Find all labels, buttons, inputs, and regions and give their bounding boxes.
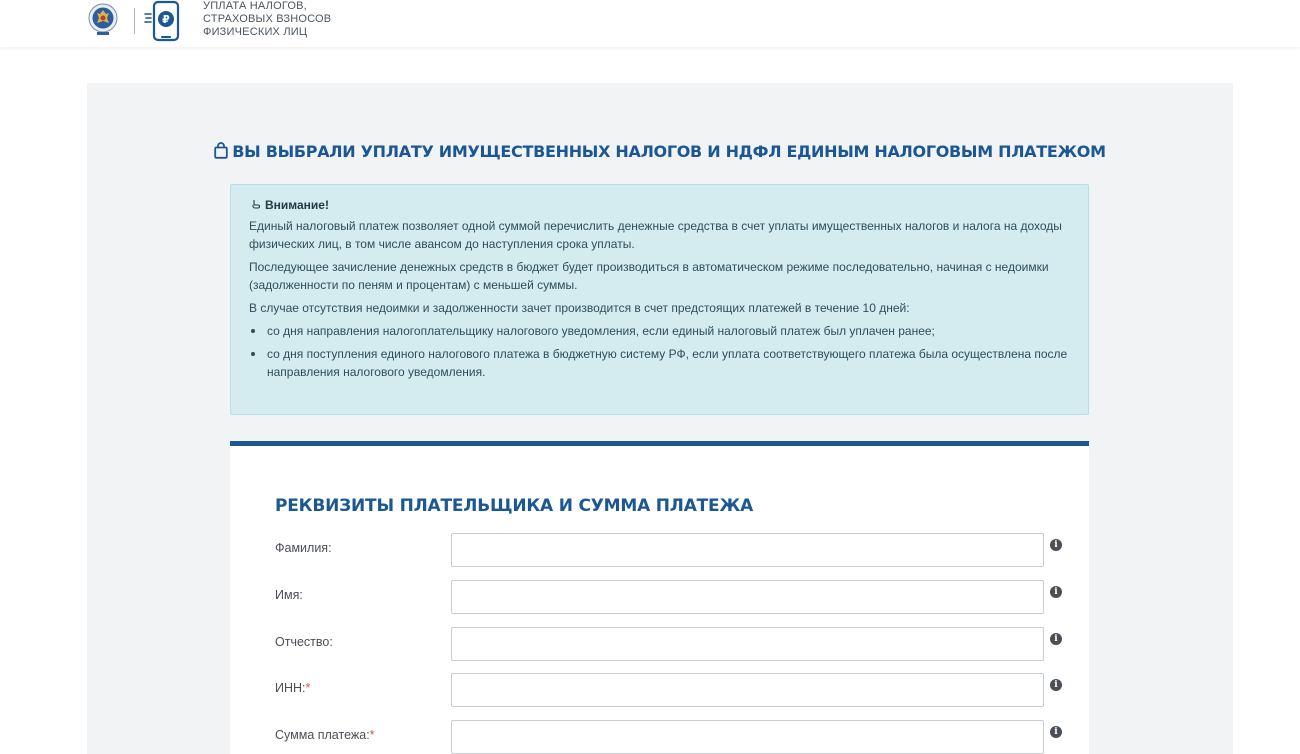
main-content [87, 83, 1233, 754]
bag-icon [214, 142, 228, 159]
required-mark: * [369, 728, 375, 742]
field-row-amount [275, 720, 1075, 754]
inn-label: ИНН:* [275, 681, 311, 695]
surname-input[interactable] [451, 533, 1044, 567]
alert-paragraph-2: Последующее зачисление денежных средств в бюджет будет производиться в автоматическом режиме последовательно, начиная с недоимки (задолженности по пеням и процентам) с меньшей суммы. [249, 260, 1049, 292]
phone-ruble-icon[interactable] [144, 0, 182, 42]
amount-input[interactable] [451, 720, 1044, 754]
alert-bullet-2: со дня поступления единого налогового платежа в бюджетную систему РФ, если уплата соответствующего платежа была осуществлена после направления налогового уведомления. [249, 345, 1070, 381]
brand-line-1: УПЛАТА НАЛОГОВ, [203, 0, 307, 12]
info-icon[interactable]: i [1050, 586, 1062, 598]
site-header [0, 0, 1300, 47]
svg-text:₽: ₽ [162, 13, 170, 26]
brand-text[interactable] [203, 0, 331, 39]
attention-alert [230, 184, 1089, 415]
info-icon[interactable]: i [1050, 633, 1062, 645]
patronymic-input[interactable] [451, 627, 1044, 661]
alert-bullet-list [249, 322, 1070, 381]
field-row-surname [275, 533, 1075, 567]
field-row-inn [275, 673, 1075, 707]
amount-label: Сумма платежа:* [275, 728, 375, 742]
info-icon[interactable]: i [1050, 726, 1062, 738]
page-title-text: ВЫ ВЫБРАЛИ УПЛАТУ ИМУЩЕСТВЕННЫХ НАЛОГОВ И НДФЛ ЕДИНЫМ НАЛОГОВЫМ ПЛАТЕЖОМ [232, 142, 1106, 161]
inn-input[interactable] [451, 673, 1044, 707]
alert-paragraph-1: Единый налоговый платеж позволяет одной суммой перечислить денежные средства в счет уплаты имущественных налогов и налога на доходы физических лиц, в том числе авансом до наступления срока уплаты. [249, 219, 1062, 251]
brand-line-3: ФИЗИЧЕСКИХ ЛИЦ [203, 26, 308, 38]
alert-heading [249, 196, 1070, 214]
name-label: Имя: [275, 588, 303, 602]
info-icon[interactable]: i [1050, 679, 1062, 691]
alert-bullet-1: со дня направления налогоплательщику налогового уведомления, если единый налоговый платеж был уплачен ранее; [249, 322, 1070, 340]
name-input[interactable] [451, 580, 1044, 614]
page-title [87, 142, 1233, 161]
info-icon[interactable]: i [1050, 539, 1062, 551]
alert-paragraph-3: В случае отсутствия недоимки и задолженности зачет производится в счет предстоящих платежей в течение 10 дней: [249, 301, 910, 315]
surname-label: Фамилия: [275, 541, 332, 555]
required-mark: * [305, 681, 311, 695]
brand-line-2: СТРАХОВЫХ ВЗНОСОВ [203, 13, 332, 25]
field-row-name [275, 580, 1075, 614]
alert-heading-text: Внимание! [265, 198, 329, 212]
logo-divider [134, 8, 135, 34]
payer-form [230, 441, 1089, 754]
field-row-patronymic [275, 627, 1075, 661]
fns-emblem-icon[interactable] [88, 0, 118, 40]
form-title: РЕКВИЗИТЫ ПЛАТЕЛЬЩИКА И СУММА ПЛАТЕЖА [275, 496, 754, 516]
patronymic-label: Отчество: [275, 635, 333, 649]
hand-pointer-icon [249, 199, 261, 211]
